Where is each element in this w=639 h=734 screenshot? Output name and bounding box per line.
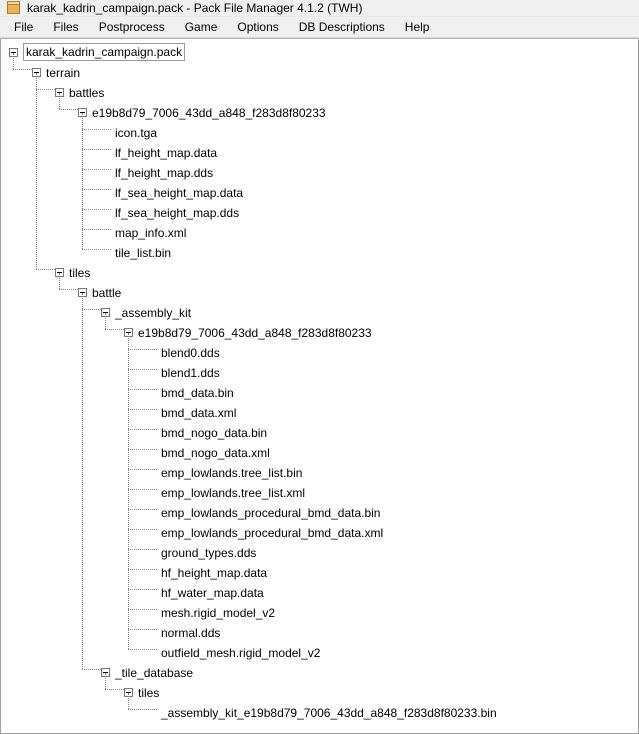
tree-node[interactable] [1, 503, 638, 523]
tree-connector-line [82, 293, 84, 669]
tree-connector-line [128, 589, 157, 591]
tree-connector-line [59, 109, 78, 111]
tree-node[interactable] [1, 523, 638, 543]
tree-connector-line [128, 489, 157, 491]
tree-connector-line [128, 693, 130, 709]
tree-node[interactable] [1, 283, 638, 303]
tree-connector-line [82, 229, 111, 231]
tree-node-label[interactable]: ground_types.dds [161, 546, 257, 560]
tree-node-label[interactable]: normal.dds [161, 626, 221, 640]
tree-connector-line [82, 249, 111, 251]
tree-node-label[interactable]: tiles [138, 686, 160, 700]
menu-file[interactable]: File [14, 20, 34, 34]
tree-connector-line [128, 349, 157, 351]
tree-connector-line [128, 409, 157, 411]
tree-node[interactable] [1, 423, 638, 443]
tree-node[interactable] [1, 163, 638, 183]
tree-node-label[interactable]: bmd_data.bin [161, 386, 234, 400]
menu-game[interactable]: Game [184, 20, 218, 34]
tree-node[interactable] [1, 703, 638, 723]
tree-connector-line [128, 333, 130, 649]
tree-node-label[interactable]: emp_lowlands.tree_list.xml [161, 486, 306, 500]
tree-connector-line [59, 273, 61, 289]
tree-node-label[interactable]: e19b8d79_7006_43dd_a848_f283d8f80233 [138, 326, 372, 340]
tree-node-label[interactable]: lf_sea_height_map.dds [115, 206, 240, 220]
tree-connector-line [128, 709, 157, 711]
tree-node-label[interactable]: tiles [69, 266, 91, 280]
tree-node[interactable] [1, 603, 638, 623]
tree-node-label[interactable]: bmd_nogo_data.xml [161, 446, 270, 460]
tree-connector-line [128, 549, 157, 551]
tree-connector-line [105, 313, 107, 329]
tree-connector-line [128, 629, 157, 631]
tree-node-label[interactable]: emp_lowlands_procedural_bmd_data.bin [161, 506, 381, 520]
tree-connector-line [128, 469, 157, 471]
tree-connector-line [128, 609, 157, 611]
tree-node[interactable] [1, 583, 638, 603]
tree-node[interactable] [1, 343, 638, 363]
window-title: karak_kadrin_campaign.pack - Pack File Manager 4.1.2 (TWH) [27, 1, 363, 15]
tree-connector-line [59, 289, 78, 291]
package-icon [6, 0, 22, 16]
tree-node-label[interactable]: battles [69, 86, 105, 100]
tree-node-label[interactable]: map_info.xml [115, 226, 187, 240]
tree-node-label[interactable]: lf_sea_height_map.data [115, 186, 244, 200]
tree-node[interactable] [1, 223, 638, 243]
tree-node-label[interactable]: hf_height_map.data [161, 566, 268, 580]
tree-node[interactable] [1, 683, 638, 703]
tree-connector-line [128, 649, 157, 651]
tree-node-label[interactable]: lf_height_map.dds [115, 166, 214, 180]
tree-connector-line [59, 93, 61, 109]
tree-node-label[interactable]: battle [92, 286, 122, 300]
titlebar [0, 0, 639, 17]
tree-node[interactable] [1, 83, 638, 103]
tree-node-label[interactable]: hf_water_map.data [161, 586, 264, 600]
tree-node-label[interactable]: blend1.dds [161, 366, 220, 380]
tree-connector-line [82, 209, 111, 211]
tree-node[interactable] [1, 243, 638, 263]
tree-connector-line [105, 689, 124, 691]
tree-node-label[interactable]: bmd_data.xml [161, 406, 237, 420]
tree-node-label[interactable]: icon.tga [115, 126, 158, 140]
tree-node[interactable] [1, 143, 638, 163]
tree-node[interactable] [1, 663, 638, 683]
tree-connector-line [36, 269, 55, 271]
tree-connector-line [128, 449, 157, 451]
tree-node-label[interactable]: _assembly_kit_e19b8d79_7006_43dd_a848_f283d8f80233.bin [161, 706, 497, 720]
menu-options[interactable]: Options [237, 20, 279, 34]
menu-help[interactable]: Help [404, 20, 430, 34]
tree-node[interactable] [1, 263, 638, 283]
tree-node-label[interactable]: e19b8d79_7006_43dd_a848_f283d8f80233 [92, 106, 326, 120]
menu-files[interactable]: Files [53, 20, 79, 34]
tree-node-label[interactable]: bmd_nogo_data.bin [161, 426, 268, 440]
tree-connector-line [128, 369, 157, 371]
menu-postprocess[interactable]: Postprocess [98, 20, 165, 34]
tree-connector-line [36, 89, 55, 91]
tree-node[interactable] [1, 643, 638, 663]
tree-connector-line [13, 53, 15, 69]
tree-node[interactable] [1, 43, 638, 63]
tree-node-label[interactable]: terrain [46, 66, 81, 80]
pack-file-tree[interactable] [0, 38, 639, 734]
tree-connector-line [82, 669, 101, 671]
tree-node[interactable] [1, 103, 638, 123]
tree-node[interactable] [1, 303, 638, 323]
tree-node[interactable] [1, 623, 638, 643]
tree-node-label[interactable]: outfield_mesh.rigid_model_v2 [161, 646, 321, 660]
tree-connector-line [82, 129, 111, 131]
menubar [0, 17, 639, 38]
tree-node[interactable] [1, 403, 638, 423]
tree-node-label[interactable]: emp_lowlands.tree_list.bin [161, 466, 303, 480]
tree-node[interactable] [1, 383, 638, 403]
tree-node[interactable] [1, 463, 638, 483]
tree-connector-line [128, 429, 157, 431]
tree-node-label[interactable]: lf_height_map.data [115, 146, 218, 160]
tree-connector-line [82, 149, 111, 151]
tree-node-label[interactable]: _assembly_kit [115, 306, 192, 320]
tree-node[interactable] [1, 203, 638, 223]
tree-node-label[interactable]: karak_kadrin_campaign.pack [23, 43, 185, 61]
tree-node[interactable] [1, 363, 638, 383]
tree-connector-line [128, 529, 157, 531]
tree-connector-line [105, 673, 107, 689]
tree-connector-line [82, 309, 101, 311]
tree-node[interactable] [1, 63, 638, 83]
tree-node[interactable] [1, 443, 638, 463]
tree-connector-line [128, 389, 157, 391]
tree-node-label[interactable]: blend0.dds [161, 346, 220, 360]
tree-node[interactable] [1, 183, 638, 203]
tree-connector-line [13, 69, 32, 71]
tree-connector-line [82, 169, 111, 171]
tree-node[interactable] [1, 483, 638, 503]
tree-node-label[interactable]: _tile_database [115, 666, 194, 680]
tree-connector-line [36, 73, 38, 269]
tree-connector-line [128, 569, 157, 571]
tree-node[interactable] [1, 123, 638, 143]
tree-connector-line [128, 509, 157, 511]
tree-node[interactable] [1, 323, 638, 343]
tree-connector-line [82, 189, 111, 191]
tree-node[interactable] [1, 543, 638, 563]
tree-node[interactable] [1, 563, 638, 583]
menu-db-descriptions[interactable]: DB Descriptions [298, 20, 385, 34]
tree-node-label[interactable]: emp_lowlands_procedural_bmd_data.xml [161, 526, 384, 540]
tree-node-label[interactable]: tile_list.bin [115, 246, 172, 260]
tree-connector-line [105, 329, 124, 331]
tree-root [1, 39, 638, 733]
tree-node-label[interactable]: mesh.rigid_model_v2 [161, 606, 276, 620]
